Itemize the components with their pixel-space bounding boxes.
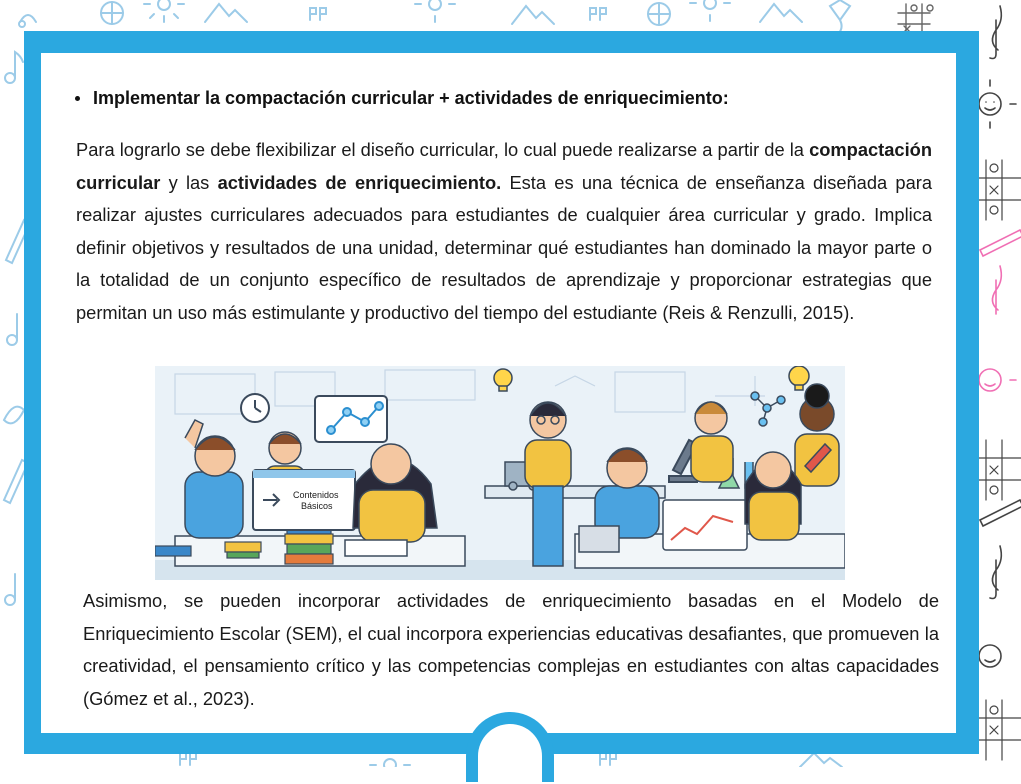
treble-clef-icon: [990, 546, 1001, 599]
section-heading: [75, 88, 935, 109]
paragraph1-text-1: Para lograrlo se debe flexibilizar el diseño curricular, lo cual puede realizarse a partir de la: [76, 139, 810, 160]
clock-icon: [241, 394, 269, 422]
screen-text-line2: Básicos: [301, 501, 333, 511]
music-note-icon: [992, 266, 1001, 314]
paragraph1-bold-actividades: actividades de enriquecimiento.: [217, 171, 502, 193]
music-note-icon: [5, 574, 15, 605]
pencil-icon: [980, 500, 1021, 526]
classroom-illustration: [155, 366, 845, 580]
mountain-icon: [512, 6, 554, 24]
sun-face-icon: [979, 645, 1001, 667]
doodle-pp: [590, 8, 606, 20]
bottom-tab-inner: [478, 724, 542, 784]
paragraph-sem: Asimismo, se pueden incorporar actividades de enriquecimiento basadas en el Modelo de Enriquecimiento Escolar (SEM), el cual incorpora experiencias educativas desafiantes, que promueven la creatividad, el pensamiento crítico y las competencias complejas en estudiantes con altas capacidades (Gómez et al., 2023).: [83, 590, 939, 709]
sun-icon: [370, 759, 410, 767]
pencil-icon: [980, 230, 1021, 256]
student-girl-blonde: [691, 402, 733, 482]
screen-text-line1: Contenidos: [293, 490, 339, 500]
paragraph1-bold-compactacion: compactación curricular: [76, 139, 932, 193]
section-heading-text: Implementar la compactación curricular + actividades de enriquecimiento:: [93, 88, 729, 108]
rocket-icon: [4, 407, 24, 424]
sun-icon: [415, 0, 455, 22]
doodle-pp: [180, 753, 196, 765]
tictactoe-icon: [978, 440, 1021, 500]
basketball-icon: [101, 2, 123, 24]
basketball-icon: [648, 3, 670, 25]
paragraph-compactacion: [76, 134, 932, 330]
content-screen: [253, 470, 355, 530]
doodle-pp: [600, 753, 616, 765]
bullet-icon: [75, 96, 80, 101]
chart-monitor: [663, 500, 747, 550]
kite-icon: [830, 0, 850, 34]
music-note-icon: [19, 15, 36, 27]
music-note-icon: [5, 52, 23, 83]
music-note-icon: [7, 314, 17, 345]
mountain-icon: [205, 4, 247, 22]
doodle-pp: [310, 8, 326, 20]
treble-clef-icon: [990, 6, 1001, 59]
sun-icon: [690, 0, 730, 21]
network-board: [315, 396, 387, 442]
tictactoe-icon: [978, 700, 1021, 760]
mountain-icon: [760, 4, 802, 22]
paragraph1-text-2: y las: [160, 171, 218, 193]
tictactoe-icon: [978, 160, 1021, 220]
tictactoe-icon: [898, 4, 933, 32]
sun-icon: [144, 0, 184, 22]
paragraph1-text-3: Esta es una técnica de enseñanza diseñada para realizar ajustes curriculares adecuados para estudiantes de cualquier área curricular y grado. Implica definir objetivos y resultados de una unidad, determinar qué estudiantes han dominado la mayor parte o la totalidad de un conjunto específico de resultados de aprendizaje y proporcionar estrategias que permitan un uso más estimulante y productivo del tiempo del estudiante (Reis & Renzulli, 2015).: [76, 171, 933, 323]
mountain-icon: [800, 753, 842, 767]
